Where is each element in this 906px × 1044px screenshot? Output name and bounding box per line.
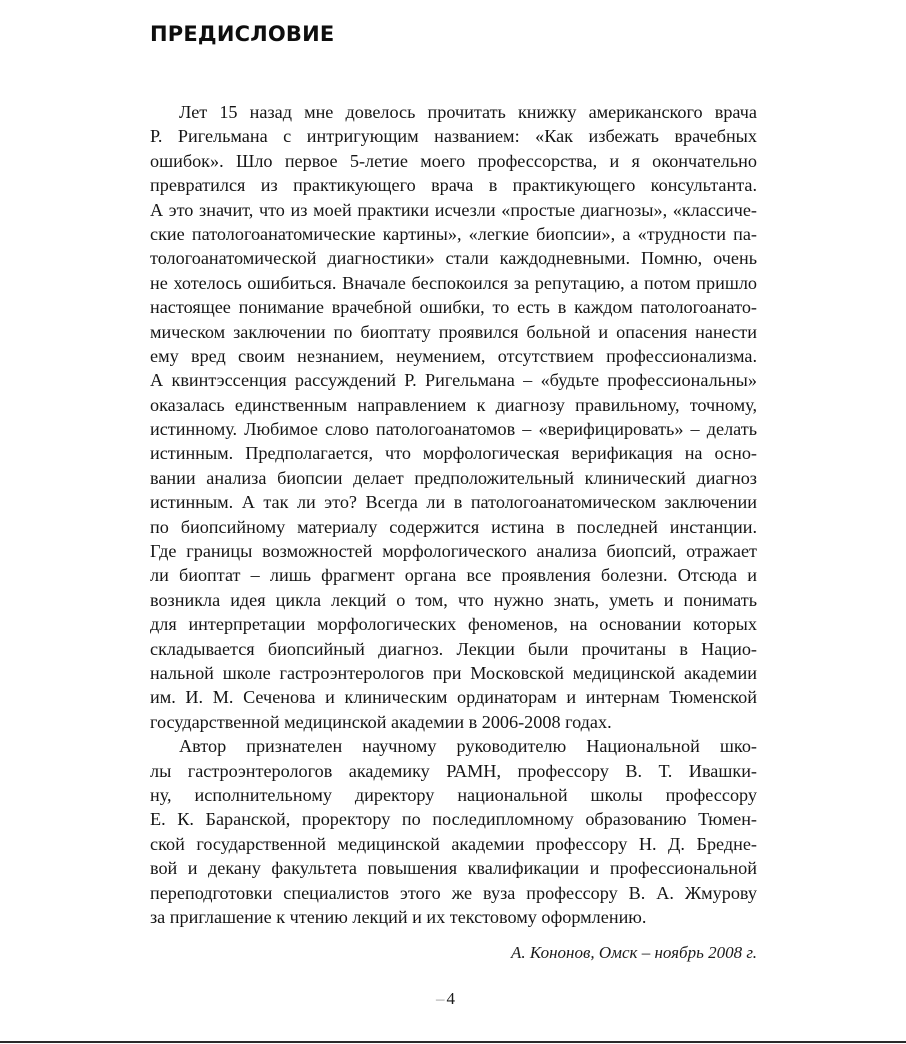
text-line: Е. К. Баранской, проректору по последипломному образованию Тюмен- (150, 809, 757, 830)
page-title: ПРЕДИСЛОВИЕ (150, 22, 335, 46)
bottom-rule (0, 1041, 906, 1043)
paragraph (150, 100, 757, 734)
text-line: Где границы возможностей морфологического анализа биопсий, отражает (150, 541, 757, 562)
text-line: Р. Ригельмана с интригующим названием: «Как избежать врачебных (150, 126, 757, 147)
text-line: по биопсийному материалу содержится истина в последней инстанции. (150, 516, 757, 537)
text-line: государственной медицинской академии в 2006-2008 годах. (150, 711, 612, 732)
text-line: возникла идея цикла лекций о том, что нужно знать, уметь и понимать (150, 589, 757, 610)
page-number (436, 989, 455, 1009)
text-line: ские патологоанатомические картины», «легкие биопсии», а «трудности па- (150, 223, 757, 244)
text-line: за приглашение к чтению лекций и их текстовому оформлению. (150, 906, 647, 927)
text-line: истинным. А так ли это? Всегда ли в патологоанатомическом заключении (150, 492, 757, 513)
text-line: вании анализа биопсии делает предположительный клинический диагноз (150, 467, 757, 488)
text-line: А квинтэссенция рассуждений Р. Ригельмана – «будьте профессиональны» (150, 370, 757, 391)
text-line: оказалась единственным направлением к диагнозу правильному, точному, (150, 394, 757, 415)
text-line: не хотелось ошибиться. Вначале беспокоился за репутацию, а потом пришло (150, 272, 757, 293)
text-line: ской государственной медицинской академии профессору Н. Д. Бредне- (150, 833, 757, 854)
author-signature: А. Кононов, Омск – ноябрь 2008 г. (511, 943, 757, 962)
text-line: мическом заключении по биоптату проявился больной и опасения нанести (150, 321, 757, 342)
text-line: А это значит, что из моей практики исчезли «простые диагнозы», «классиче- (150, 199, 757, 220)
text-line: ли биоптат – лишь фрагмент органа все проявления болезни. Отсюда и (150, 565, 757, 586)
text-line: ошибок». Шло первое 5-летие моего профессорства, и я окончательно (150, 150, 757, 171)
text-line: лы гастроэнтерологов академику РАМН, профессору В. Т. Ивашки- (150, 760, 757, 781)
text-line: для интерпретации морфологических феноменов, на основании которых (150, 614, 757, 635)
page-number-value: 4 (446, 989, 455, 1008)
text-line: ему вред своим незнанием, неумением, отсутствием профессионализма. (150, 345, 757, 366)
preface-body (150, 100, 757, 929)
text-line: переподготовки специалистов этого же вуза профессору В. А. Жмурову (150, 882, 757, 903)
text-line: тологоанатомической диагностики» стали каждодневными. Помню, очень (150, 248, 757, 269)
text-line: истинным. Предполагается, что морфологическая верификация на осно- (150, 443, 757, 464)
text-line: истинному. Любимое слово патологоанатомов – «верифицировать» – делать (150, 419, 757, 440)
text-line: ну, исполнительному директору национальной школы профессору (150, 784, 757, 805)
paragraph (150, 734, 757, 929)
text-line: им. И. М. Сеченова и клиническим ординаторам и интернам Тюменской (150, 687, 757, 708)
page-number-dash: – (436, 989, 445, 1008)
text-line: Автор признателен научному руководителю Национальной шко- (179, 736, 757, 757)
text-line: складывается биопсийный диагноз. Лекции были прочитаны в Нацио- (150, 638, 757, 659)
text-line: превратился из практикующего врача в практикующего консультанта. (150, 175, 757, 196)
text-line: вой и декану факультета повышения квалификации и профессиональной (150, 858, 757, 879)
text-line: нальной школе гастроэнтерологов при Московской медицинской академии (150, 662, 757, 683)
text-line: Лет 15 назад мне довелось прочитать книжку американского врача (179, 102, 757, 122)
text-line: настоящее понимание врачебной ошибки, то есть в каждом патологоанато- (150, 297, 757, 318)
